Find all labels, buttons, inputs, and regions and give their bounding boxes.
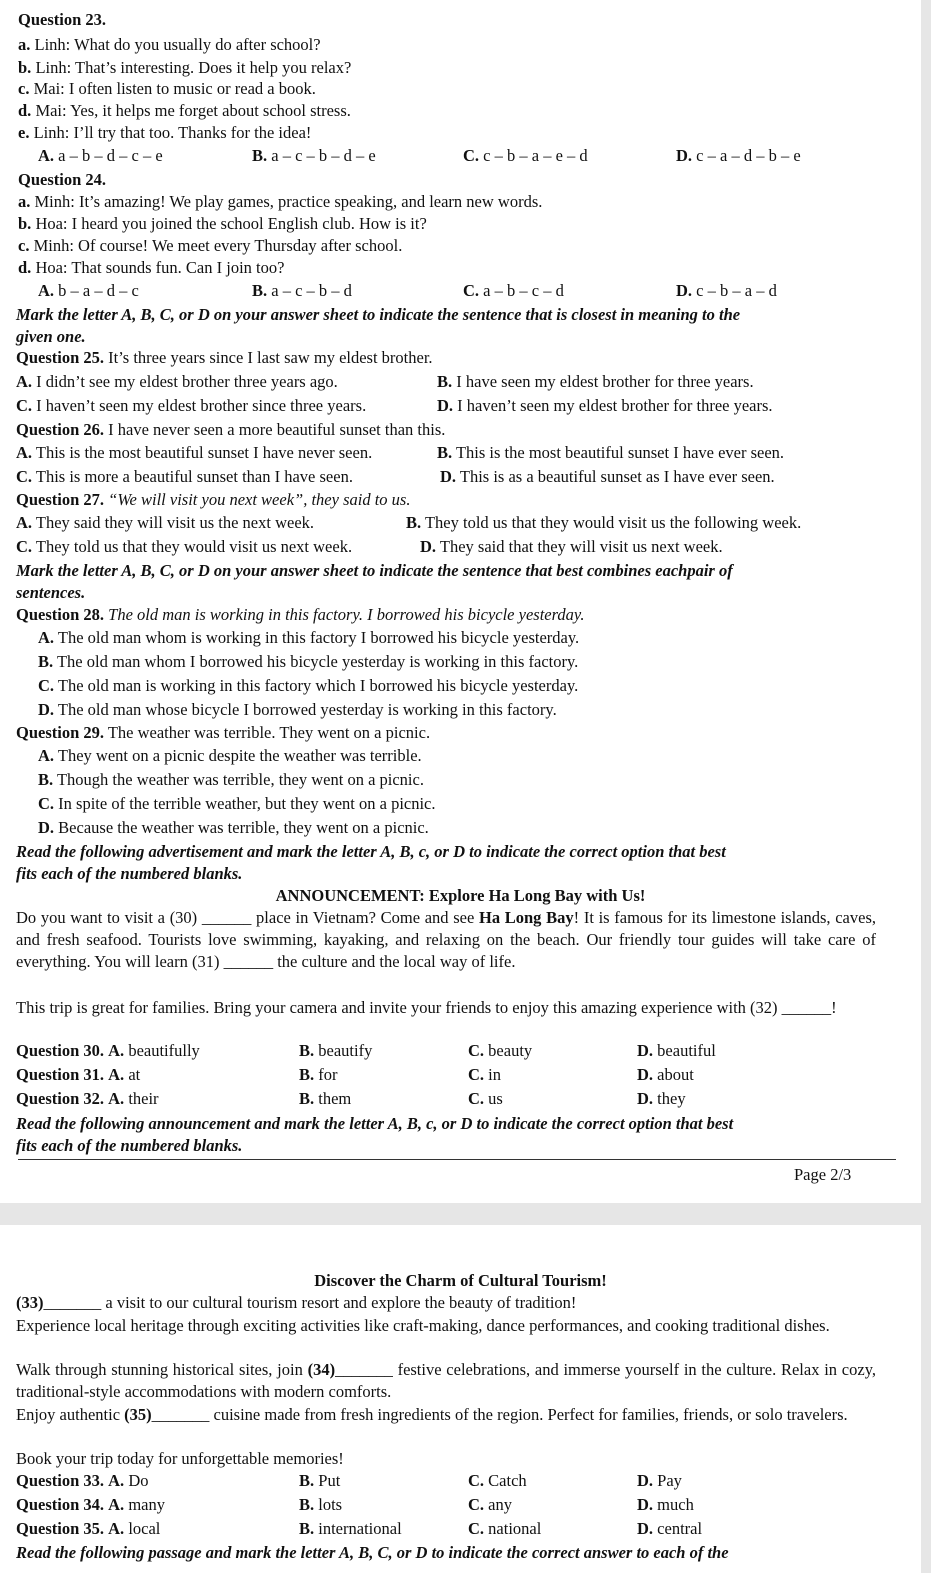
question-32-option-a: Question 32. A. their <box>16 1089 159 1108</box>
page-2 <box>0 1225 921 1573</box>
q24-option-c: C. a – b – c – d <box>463 281 564 300</box>
page-footer-rule <box>18 1159 896 1160</box>
q27-option-d: D. They said that they will visit us next week. <box>420 537 723 556</box>
q24-line-c: c. Minh: Of course! We meet every Thursday after school. <box>18 236 403 255</box>
question-30-option-a: Question 30. A. beautifully <box>16 1041 200 1060</box>
q34-option-b: B. lots <box>299 1495 343 1514</box>
q27-option-c: C. They told us that they would visit us next week. <box>16 537 353 556</box>
q35-option-d: D. central <box>637 1519 703 1538</box>
question-33-option-a: Question 33. A. Do <box>16 1471 149 1490</box>
announcement-title: Discover the Charm of Cultural Tourism! <box>314 1271 607 1290</box>
question-25-stem: Question 25. It’s three years since I last saw my eldest brother. <box>16 348 433 367</box>
advertisement-paragraph-2: This trip is great for families. Bring your camera and invite your friends to enjoy this amazing experience with (32) ______! <box>16 998 837 1017</box>
q23-line-e: e. Linh: I’ll try that too. Thanks for the idea! <box>18 123 312 142</box>
q24-option-d: D. c – b – a – d <box>676 281 777 300</box>
q25-option-a: A. I didn’t see my eldest brother three years ago. <box>16 372 338 391</box>
q28-option-d: D. The old man whose bicycle I borrowed yesterday is working in this factory. <box>38 700 557 719</box>
question-28-stem: Question 28. The old man is working in this factory. I borrowed his bicycle yesterday. <box>16 605 585 624</box>
q32-option-d: D. they <box>637 1089 686 1108</box>
q28-option-c: C. The old man is working in this factory which I borrowed his bicycle yesterday. <box>38 676 579 695</box>
q31-option-c: C. in <box>468 1065 502 1084</box>
q23-line-d: d. Mai: Yes, it helps me forget about school stress. <box>18 101 351 120</box>
q23-option-c: C. c – b – a – e – d <box>463 146 588 165</box>
question-35-option-a: Question 35. A. local <box>16 1519 161 1538</box>
q24-option-a: A. b – a – d – c <box>38 281 139 300</box>
q28-option-b: B. The old man whom I borrowed his bicycle yesterday is working in this factory. <box>38 652 579 671</box>
advertisement-paragraph-1: Do you want to visit a (30) ______ place in Vietnam? Come and see Ha Long Bay! It is famous for its limestone islands, caves, and fresh seafood. Tourists love swimming, kayaking, and relaxing on the beach. Our friendly tour guides will take care of everything. You will learn (31) ______ the culture and the local way of life. <box>16 908 876 971</box>
q23-option-d: D. c – a – d – b – e <box>676 146 801 165</box>
question-31-option-a: Question 31. A. at <box>16 1065 141 1084</box>
q26-option-c: C. This is more a beautiful sunset than I have seen. <box>16 467 353 486</box>
q24-line-d: d. Hoa: That sounds fun. Can I join too? <box>18 258 285 277</box>
q24-option-b: B. a – c – b – d <box>252 281 352 300</box>
announcement-line-1: (33)_______ a visit to our cultural tourism resort and explore the beauty of tradition! <box>16 1293 577 1312</box>
q35-option-c: C. national <box>468 1519 542 1538</box>
question-24-title: Question 24. <box>18 170 107 189</box>
q31-option-d: D. about <box>637 1065 694 1084</box>
instruction-closest-meaning: Mark the letter A, B, C, or D on your answer sheet to indicate the sentence that is closest in meaning to the <box>16 305 741 324</box>
q30-option-c: C. beauty <box>468 1041 533 1060</box>
announcement-paragraph-2: Experience local heritage through exciting activities like craft-making, dance performances, and cooking traditional dishes. <box>16 1316 830 1335</box>
q26-option-b: B. This is the most beautiful sunset I have ever seen. <box>437 443 785 462</box>
instruction-combine: Mark the letter A, B, C, or D on your answer sheet to indicate the sentence that best combines eachpair of <box>16 561 733 580</box>
announcement-paragraph-5: Book your trip today for unforgettable memories! <box>16 1449 344 1468</box>
q33-option-b: B. Put <box>299 1471 341 1490</box>
announcement-paragraph-3: Walk through stunning historical sites, join (34)_______ festive celebrations, and immerse yourself in the culture. Relax in cozy, traditional-style accommodations with modern comforts. <box>16 1360 876 1401</box>
q29-option-b: B. Though the weather was terrible, they went on a picnic. <box>38 770 424 789</box>
q29-option-c: C. In spite of the terrible weather, but they went on a picnic. <box>38 794 436 813</box>
q26-option-a: A. This is the most beautiful sunset I have never seen. <box>16 443 373 462</box>
q23-line-c: c. Mai: I often listen to music or read a book. <box>18 79 316 98</box>
q27-option-a: A. They said they will visit us the next week. <box>16 513 315 532</box>
instruction-combine-cont: sentences. <box>16 583 86 602</box>
q23-option-a: A. a – b – d – c – e <box>38 146 163 165</box>
q31-option-b: B. for <box>299 1065 338 1084</box>
q30-option-d: D. beautiful <box>637 1041 716 1060</box>
question-29-stem: Question 29. The weather was terrible. They went on a picnic. <box>16 723 431 742</box>
q32-option-c: C. us <box>468 1089 503 1108</box>
q32-option-b: B. them <box>299 1089 352 1108</box>
q29-option-a: A. They went on a picnic despite the weather was terrible. <box>38 746 422 765</box>
instruction-closest-meaning-cont: given one. <box>16 327 86 346</box>
q23-line-a: a. Linh: What do you usually do after school? <box>18 35 321 54</box>
q25-option-c: C. I haven’t seen my eldest brother since three years. <box>16 396 367 415</box>
q24-line-b: b. Hoa: I heard you joined the school English club. How is it? <box>18 214 427 233</box>
advertisement-title: ANNOUNCEMENT: Explore Ha Long Bay with Us! <box>275 886 646 905</box>
q29-option-d: D. Because the weather was terrible, they went on a picnic. <box>38 818 429 837</box>
instruction-advertisement: Read the following advertisement and mark the letter A, B, c, or D to indicate the correct option that best <box>16 842 726 861</box>
question-27-stem: Question 27. “We will visit you next week”, they said to us. <box>16 490 411 509</box>
q33-option-d: D. Pay <box>637 1471 682 1490</box>
instruction-advertisement-cont: fits each of the numbered blanks. <box>16 864 243 883</box>
question-34-option-a: Question 34. A. many <box>16 1495 165 1514</box>
instruction-announcement-cont: fits each of the numbered blanks. <box>16 1136 243 1155</box>
q34-option-c: C. any <box>468 1495 512 1514</box>
page-number: Page 2/3 <box>794 1165 852 1184</box>
q26-option-d: D. This is as a beautiful sunset as I have ever seen. <box>440 467 775 486</box>
q28-option-a: A. The old man whom is working in this factory I borrowed his bicycle yesterday. <box>38 628 580 647</box>
instruction-passage: Read the following passage and mark the letter A, B, C, or D to indicate the correct answer to each of the <box>16 1543 729 1562</box>
question-23-title: Question 23. <box>18 10 107 29</box>
q33-option-c: C. Catch <box>468 1471 527 1490</box>
question-26-stem: Question 26. I have never seen a more beautiful sunset than this. <box>16 420 446 439</box>
q24-line-a: a. Minh: It’s amazing! We play games, practice speaking, and learn new words. <box>18 192 543 211</box>
instruction-announcement: Read the following announcement and mark the letter A, B, c, or D to indicate the correct option that best <box>16 1114 734 1133</box>
q25-option-b: B. I have seen my eldest brother for three years. <box>437 372 754 391</box>
q23-option-b: B. a – c – b – d – e <box>252 146 376 165</box>
q34-option-d: D. much <box>637 1495 694 1514</box>
q27-option-b: B. They told us that they would visit us the following week. <box>406 513 802 532</box>
q25-option-d: D. I haven’t seen my eldest brother for three years. <box>437 396 773 415</box>
q35-option-b: B. international <box>299 1519 402 1538</box>
q23-line-b: b. Linh: That’s interesting. Does it help you relax? <box>18 58 352 77</box>
q30-option-b: B. beautify <box>299 1041 373 1060</box>
announcement-paragraph-4: Enjoy authentic (35)_______ cuisine made from fresh ingredients of the region. Perfect for families, friends, or solo travelers. <box>16 1405 848 1424</box>
